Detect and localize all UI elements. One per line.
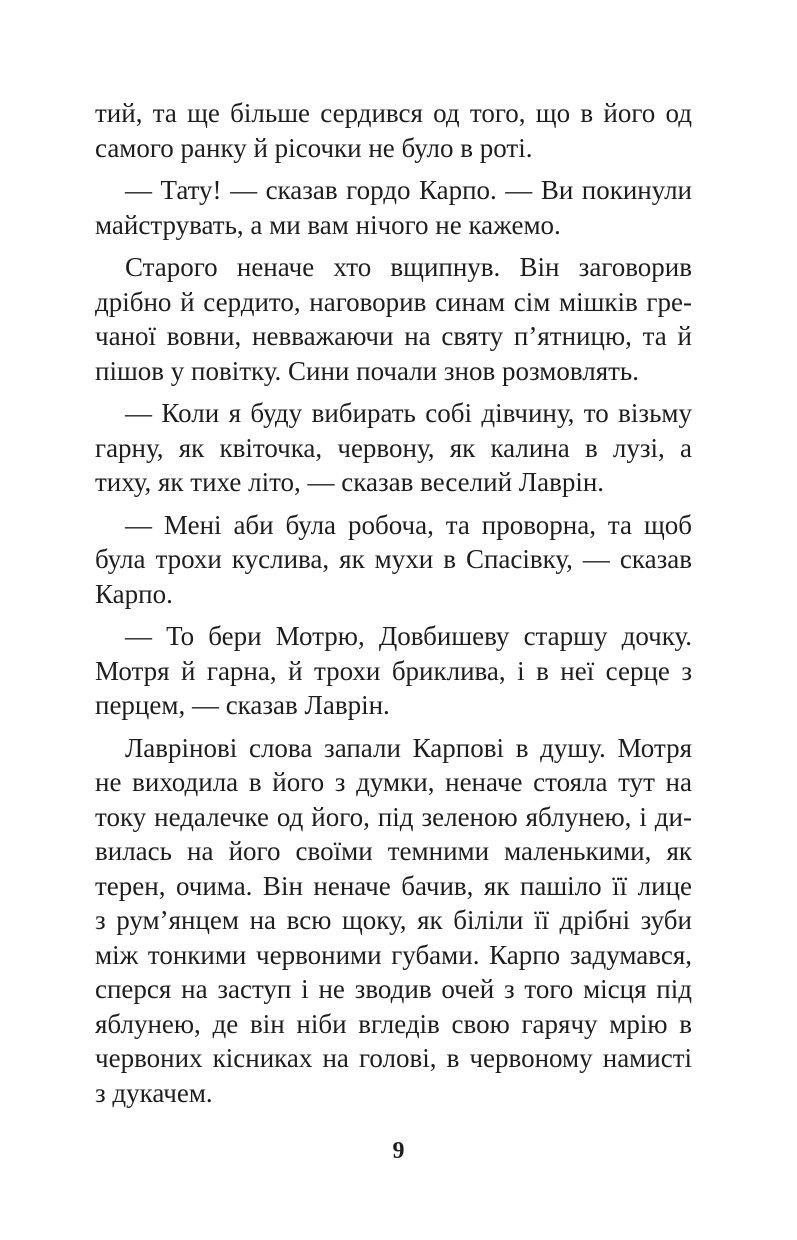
text-line: самого ранку й рісочки не було в роті. (95, 132, 533, 163)
paragraph (95, 508, 692, 612)
text-line: з дукачем. (95, 1077, 213, 1108)
text-line: гарну, як квіточка, червону, як калина в лузі, а (95, 432, 692, 463)
text-line: Мотря й гарна, й трохи бриклива, і в неї серце з (95, 655, 692, 686)
text-line: яблунею, де він ніби вгледів свою гарячу мрію в (95, 1008, 692, 1039)
text-line: чаної вовни, невважаючи на святу п’ятницю, та й (95, 321, 692, 351)
text-line: — Мені аби була робоча, та проворна, та щоб (125, 509, 692, 540)
book-page (95, 96, 692, 1110)
text-line: майструвать, а ми вам нічого не кажемо. (95, 209, 561, 240)
paragraph (95, 619, 692, 723)
text-line: — Коли я буду вибирать собі дівчину, то візьму (125, 398, 692, 428)
text-line: перцем, — сказав Лаврін. (95, 690, 390, 720)
text-line: — То бери Мотрю, Довбишеву старшу дочку. (125, 621, 692, 651)
text-line: вилась на його своїми темними маленькими, як (95, 836, 692, 866)
text-line: тий, та ще більше сердився од того, що в його од (95, 98, 692, 128)
paragraph (95, 731, 692, 1111)
text-body (95, 96, 692, 1110)
text-line: була трохи куслива, як мухи в Спасівку, — сказав (95, 544, 692, 574)
paragraph (95, 250, 692, 388)
text-line: сперся на заступ і не зводив очей з того місця під (95, 974, 692, 1004)
text-line: — Тату! — сказав гордо Карпо. — Ви покинули (125, 175, 692, 205)
text-line: дрібно й сердито, наговорив синам сім мішків гре- (95, 286, 692, 317)
text-line: між тонкими червоними губами. Карпо задумався, (95, 939, 692, 970)
paragraph (95, 173, 692, 242)
text-line: не виходила в його з думки, неначе стояла тут на (95, 767, 692, 797)
text-line: з рум’янцем на всю щоку, як біліли її дрібні зуби (95, 905, 692, 935)
text-line: терен, очима. Він неначе бачив, як пашіло її лице (95, 870, 692, 901)
text-line: Карпо. (95, 578, 173, 609)
paragraph (95, 96, 692, 165)
text-line: тиху, як тихе літо, — сказав веселий Лаврін. (95, 467, 605, 497)
text-line: току недалечке од його, під зеленою яблунею, і ди- (95, 801, 692, 832)
text-line: червоних кісниках на голові, в червоному намисті (95, 1043, 692, 1073)
paragraph (95, 396, 692, 500)
page-number: 9 (392, 1138, 405, 1164)
text-line: Лаврінові слова запали Карпові в душу. Мотря (125, 732, 692, 763)
text-line: Старого неначе хто вщипнув. Він заговорив (125, 252, 692, 282)
text-line: пішов у повітку. Сини почали знов розмовлять. (95, 355, 639, 386)
